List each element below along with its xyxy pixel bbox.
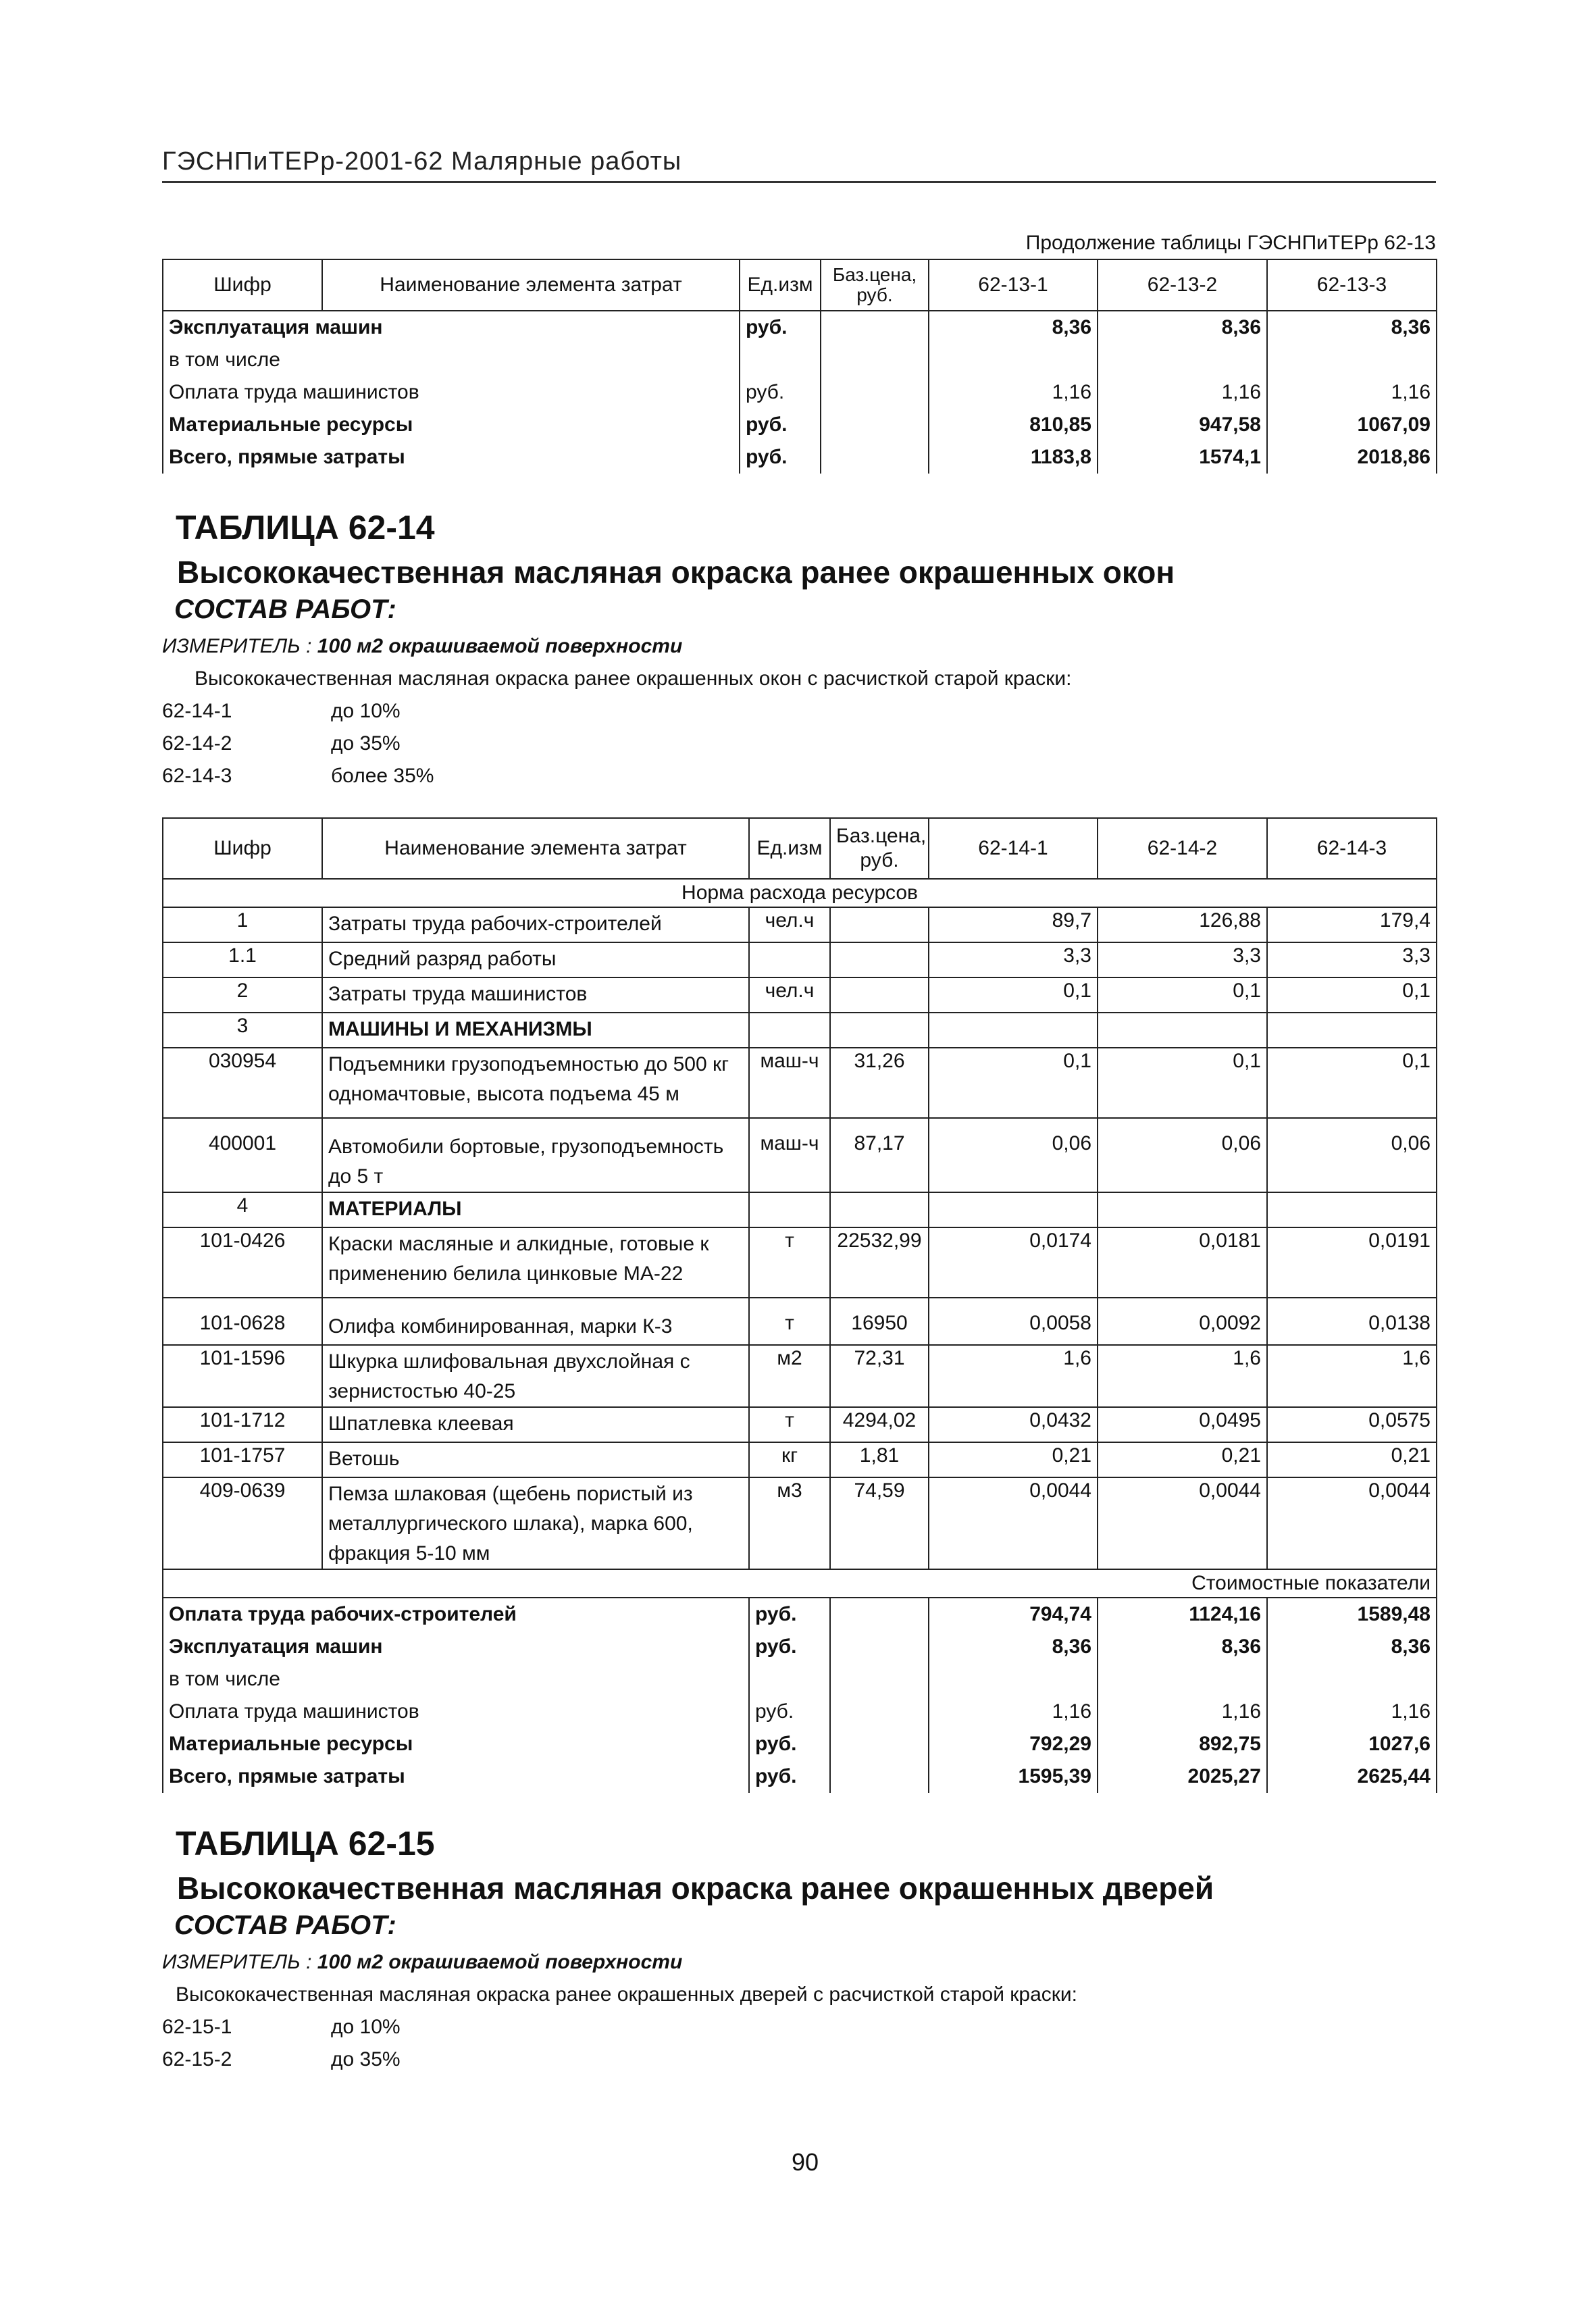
table-row xyxy=(163,1663,1437,1696)
col-header: 62-14-2 xyxy=(1098,818,1267,879)
table-62-15-heading: Высококачественная масляная окраска ранее окрашенных дверей xyxy=(177,1871,1214,1906)
value-cell: 0,1 xyxy=(929,1048,1098,1118)
cost-item-name: Эксплуатация машин xyxy=(163,1631,749,1663)
table-62-15-measure xyxy=(162,1951,682,1974)
resource-name: Шпатлевка клеевая xyxy=(322,1407,749,1442)
code-62-15-2 xyxy=(162,2048,401,2071)
value-cell: 2025,27 xyxy=(1098,1760,1267,1793)
unit-cell: чел.ч xyxy=(749,907,830,942)
col-header: 62-14-1 xyxy=(929,818,1098,879)
value-cell: 1,16 xyxy=(929,1696,1098,1728)
value-cell: 794,74 xyxy=(929,1598,1098,1631)
table-row xyxy=(163,1118,1437,1192)
table-62-14-sostav: СОСТАВ РАБОТ: xyxy=(174,594,396,624)
value-cell: 792,29 xyxy=(929,1728,1098,1760)
measure-label: ИЗМЕРИТЕЛЬ : xyxy=(162,635,312,657)
table-row xyxy=(163,942,1437,977)
price-cell: 1,81 xyxy=(830,1442,929,1477)
price-cell: 74,59 xyxy=(830,1477,929,1569)
code-cell: 030954 xyxy=(163,1048,322,1118)
resource-name: Ветошь xyxy=(322,1442,749,1477)
code-cell: 4 xyxy=(163,1192,322,1227)
value-cell xyxy=(1267,344,1437,376)
cost-item-name: Оплата труда машинистов xyxy=(163,376,740,409)
value-cell xyxy=(1098,344,1267,376)
price-cell xyxy=(830,1760,929,1793)
resource-name: Краски масляные и алкидные, готовые к применению белила цинковые МА-22 xyxy=(322,1227,749,1298)
value-cell: 0,1 xyxy=(929,977,1098,1013)
value-cell: 0,0044 xyxy=(929,1477,1098,1569)
measure-value: 100 м2 окрашиваемой поверхности xyxy=(317,635,683,657)
table-62-15-description: Высококачественная масляная окраска ранее окрашенных дверей с расчисткой старой краски: xyxy=(176,1983,1078,2006)
code-cell: 1 xyxy=(163,907,322,942)
value-cell: 0,1 xyxy=(1098,1048,1267,1118)
col-header: 62-14-3 xyxy=(1267,818,1437,879)
unit-cell: руб. xyxy=(749,1696,830,1728)
cost-caption-row xyxy=(163,1569,1437,1598)
resource-name: Пемза шлаковая (щебень пористый из металлургического шлака), марка 600, фракция 5-10 мм xyxy=(322,1477,749,1569)
unit-cell: м3 xyxy=(749,1477,830,1569)
value-cell: 3,3 xyxy=(1267,942,1437,977)
value-cell: 126,88 xyxy=(1098,907,1267,942)
value-cell: 1,16 xyxy=(1098,1696,1267,1728)
code-cell: 3 xyxy=(163,1013,322,1048)
value-cell xyxy=(1267,1663,1437,1696)
cost-caption: Стоимостные показатели xyxy=(163,1569,1437,1598)
code-id: 62-15-2 xyxy=(162,2048,232,2070)
code-cell: 101-1596 xyxy=(163,1345,322,1407)
value-cell: 0,0495 xyxy=(1098,1407,1267,1442)
value-cell: 0,0181 xyxy=(1098,1227,1267,1298)
unit-cell: руб. xyxy=(749,1598,830,1631)
table-62-14 xyxy=(162,817,1437,1793)
cost-item-name: в том числе xyxy=(163,1663,749,1696)
value-cell: 1,6 xyxy=(929,1345,1098,1407)
measure-label: ИЗМЕРИТЕЛЬ : xyxy=(162,1951,312,1973)
unit-cell: т xyxy=(749,1407,830,1442)
cost-item-name: в том числе xyxy=(163,344,740,376)
value-cell: 0,0191 xyxy=(1267,1227,1437,1298)
cost-item-name: Эксплуатация машин xyxy=(163,311,740,344)
table-row xyxy=(163,1407,1437,1442)
table-row xyxy=(163,1013,1437,1048)
value-cell: 0,0174 xyxy=(929,1227,1098,1298)
code-cell: 1.1 xyxy=(163,942,322,977)
price-cell xyxy=(830,907,929,942)
code-text: до 10% xyxy=(331,2016,401,2038)
code-id: 62-14-3 xyxy=(162,765,232,787)
resource-name: МАШИНЫ И МЕХАНИЗМЫ xyxy=(322,1013,749,1048)
resource-name: Шкурка шлифовальная двухслойная с зернистостью 40-25 xyxy=(322,1345,749,1407)
unit-cell: руб. xyxy=(740,409,821,441)
price-cell xyxy=(830,1192,929,1227)
table-62-14-description: Высококачественная масляная окраска ранее окрашенных окон с расчисткой старой краски: xyxy=(195,667,1072,690)
value-cell xyxy=(1098,1663,1267,1696)
table-row xyxy=(163,311,1437,344)
price-cell xyxy=(830,1598,929,1631)
table-row xyxy=(163,1631,1437,1663)
table-row xyxy=(163,376,1437,409)
value-cell xyxy=(929,1013,1098,1048)
unit-cell xyxy=(749,1663,830,1696)
value-cell: 8,36 xyxy=(929,311,1098,344)
value-cell: 89,7 xyxy=(929,907,1098,942)
value-cell: 0,0058 xyxy=(929,1298,1098,1345)
cost-item-name: Всего, прямые затраты xyxy=(163,1760,749,1793)
cont-table-62-13 xyxy=(162,259,1437,474)
col-header: Наименование элемента затрат xyxy=(322,259,740,311)
code-62-14-2 xyxy=(162,732,401,755)
value-cell: 0,0432 xyxy=(929,1407,1098,1442)
unit-cell xyxy=(749,942,830,977)
unit-cell: чел.ч xyxy=(749,977,830,1013)
value-cell: 1,16 xyxy=(929,376,1098,409)
measure-value: 100 м2 окрашиваемой поверхности xyxy=(317,1951,683,1973)
table-row xyxy=(163,1728,1437,1760)
table-62-14-title: ТАБЛИЦА 62-14 xyxy=(176,509,435,547)
value-cell: 8,36 xyxy=(1267,311,1437,344)
code-62-14-3 xyxy=(162,765,434,788)
value-cell xyxy=(929,1663,1098,1696)
value-cell xyxy=(1098,1013,1267,1048)
value-cell: 1,16 xyxy=(1098,376,1267,409)
price-cell xyxy=(830,977,929,1013)
value-cell: 0,21 xyxy=(1098,1442,1267,1477)
resource-name: Подъемники грузоподъемностью до 500 кг одномачтовые, высота подъема 45 м xyxy=(322,1048,749,1118)
resource-name: Средний разряд работы xyxy=(322,942,749,977)
table-62-14-header-row xyxy=(163,818,1437,879)
code-id: 62-14-2 xyxy=(162,732,232,755)
col-header: 62-13-2 xyxy=(1098,259,1267,311)
price-cell: 72,31 xyxy=(830,1345,929,1407)
table-row xyxy=(163,907,1437,942)
code-cell: 2 xyxy=(163,977,322,1013)
cost-item-name: Материальные ресурсы xyxy=(163,1728,749,1760)
code-cell: 400001 xyxy=(163,1118,322,1192)
unit-cell: т xyxy=(749,1227,830,1298)
unit-cell xyxy=(740,344,821,376)
continuation-caption: Продолжение таблицы ГЭСНПиТЕРр 62-13 xyxy=(1025,232,1436,254)
price-cell xyxy=(830,1013,929,1048)
price-cell: 16950 xyxy=(830,1298,929,1345)
table-row xyxy=(163,1048,1437,1118)
table-62-15-sostav: СОСТАВ РАБОТ: xyxy=(174,1910,396,1940)
col-header: Шифр xyxy=(163,818,322,879)
value-cell xyxy=(1267,1192,1437,1227)
cost-item-name: Оплата труда рабочих-строителей xyxy=(163,1598,749,1631)
value-cell: 2018,86 xyxy=(1267,441,1437,474)
code-text: более 35% xyxy=(331,765,434,787)
value-cell: 0,0044 xyxy=(1267,1477,1437,1569)
value-cell: 1589,48 xyxy=(1267,1598,1437,1631)
price-cell: 87,17 xyxy=(830,1118,929,1192)
value-cell: 8,36 xyxy=(1267,1631,1437,1663)
value-cell: 3,3 xyxy=(1098,942,1267,977)
table-row xyxy=(163,977,1437,1013)
unit-cell: маш-ч xyxy=(749,1118,830,1192)
price-cell xyxy=(830,1696,929,1728)
value-cell: 0,06 xyxy=(1267,1118,1437,1192)
value-cell: 1574,1 xyxy=(1098,441,1267,474)
col-header: Наименование элемента затрат xyxy=(322,818,749,879)
value-cell xyxy=(1267,1013,1437,1048)
price-cell xyxy=(821,441,929,474)
value-cell: 1,16 xyxy=(1267,376,1437,409)
resource-name: Затраты труда рабочих-строителей xyxy=(322,907,749,942)
col-header: 62-13-3 xyxy=(1267,259,1437,311)
cost-item-name: Материальные ресурсы xyxy=(163,409,740,441)
code-cell: 101-0426 xyxy=(163,1227,322,1298)
norm-caption-row xyxy=(163,879,1437,907)
unit-cell: маш-ч xyxy=(749,1048,830,1118)
table-62-15-title: ТАБЛИЦА 62-15 xyxy=(176,1825,435,1862)
table-row xyxy=(163,1696,1437,1728)
col-header: Баз.цена, руб. xyxy=(830,818,929,879)
value-cell: 0,1 xyxy=(1267,977,1437,1013)
code-text: до 10% xyxy=(331,700,401,722)
code-cell: 409-0639 xyxy=(163,1477,322,1569)
code-cell: 101-1757 xyxy=(163,1442,322,1477)
col-header: Баз.цена, руб. xyxy=(821,259,929,311)
price-cell: 4294,02 xyxy=(830,1407,929,1442)
resource-name: Затраты труда машинистов xyxy=(322,977,749,1013)
value-cell xyxy=(929,344,1098,376)
value-cell: 3,3 xyxy=(929,942,1098,977)
unit-cell: руб. xyxy=(740,376,821,409)
code-text: до 35% xyxy=(331,2048,401,2070)
table-row xyxy=(163,1298,1437,1345)
code-62-15-1 xyxy=(162,2016,401,2039)
value-cell xyxy=(1098,1192,1267,1227)
value-cell: 0,06 xyxy=(1098,1118,1267,1192)
code-62-14-1 xyxy=(162,700,401,723)
value-cell: 0,0138 xyxy=(1267,1298,1437,1345)
unit-cell xyxy=(749,1013,830,1048)
table-row xyxy=(163,1345,1437,1407)
value-cell: 1595,39 xyxy=(929,1760,1098,1793)
price-cell xyxy=(821,376,929,409)
value-cell: 2625,44 xyxy=(1267,1760,1437,1793)
running-header: ГЭСНПиТЕРр-2001-62 Малярные работы xyxy=(162,147,682,176)
unit-cell xyxy=(749,1192,830,1227)
unit-cell: руб. xyxy=(749,1728,830,1760)
value-cell: 1067,09 xyxy=(1267,409,1437,441)
table-row xyxy=(163,441,1437,474)
header-rule xyxy=(162,181,1436,183)
resource-name: Автомобили бортовые, грузоподъемность до 5 т xyxy=(322,1118,749,1192)
norm-caption: Норма расхода ресурсов xyxy=(163,879,1437,907)
table-row xyxy=(163,1192,1437,1227)
table-row xyxy=(163,1227,1437,1298)
cont-header-row xyxy=(163,259,1437,311)
cost-item-name: Оплата труда машинистов xyxy=(163,1696,749,1728)
value-cell: 0,1 xyxy=(1267,1048,1437,1118)
table-62-14-heading: Высококачественная масляная окраска ранее окрашенных окон xyxy=(177,555,1175,590)
price-cell xyxy=(830,1728,929,1760)
unit-cell: руб. xyxy=(740,441,821,474)
unit-cell: руб. xyxy=(740,311,821,344)
value-cell: 8,36 xyxy=(1098,1631,1267,1663)
col-header: 62-13-1 xyxy=(929,259,1098,311)
table-row xyxy=(163,1477,1437,1569)
price-cell xyxy=(821,344,929,376)
value-cell: 0,21 xyxy=(1267,1442,1437,1477)
table-row xyxy=(163,1760,1437,1793)
cost-item-name: Всего, прямые затраты xyxy=(163,441,740,474)
price-cell xyxy=(821,311,929,344)
table-row xyxy=(163,1598,1437,1631)
code-cell: 101-1712 xyxy=(163,1407,322,1442)
price-cell: 31,26 xyxy=(830,1048,929,1118)
code-text: до 35% xyxy=(331,732,401,755)
value-cell xyxy=(929,1192,1098,1227)
price-cell xyxy=(830,1663,929,1696)
unit-cell: руб. xyxy=(749,1760,830,1793)
unit-cell: м2 xyxy=(749,1345,830,1407)
col-header: Ед.изм xyxy=(740,259,821,311)
page-number: 90 xyxy=(791,2148,819,2176)
unit-cell: руб. xyxy=(749,1631,830,1663)
col-header: Ед.изм xyxy=(749,818,830,879)
value-cell: 0,0044 xyxy=(1098,1477,1267,1569)
value-cell: 0,06 xyxy=(929,1118,1098,1192)
value-cell: 947,58 xyxy=(1098,409,1267,441)
unit-cell: т xyxy=(749,1298,830,1345)
price-cell xyxy=(830,942,929,977)
value-cell: 1124,16 xyxy=(1098,1598,1267,1631)
code-id: 62-15-1 xyxy=(162,2016,232,2038)
col-header: Шифр xyxy=(163,259,322,311)
value-cell: 179,4 xyxy=(1267,907,1437,942)
value-cell: 892,75 xyxy=(1098,1728,1267,1760)
value-cell: 1,16 xyxy=(1267,1696,1437,1728)
value-cell: 0,0575 xyxy=(1267,1407,1437,1442)
table-62-14-measure xyxy=(162,635,682,658)
value-cell: 810,85 xyxy=(929,409,1098,441)
value-cell: 0,0092 xyxy=(1098,1298,1267,1345)
resource-name: Олифа комбинированная, марки К-3 xyxy=(322,1298,749,1345)
value-cell: 1,6 xyxy=(1098,1345,1267,1407)
price-cell xyxy=(830,1631,929,1663)
table-row xyxy=(163,1442,1437,1477)
value-cell: 0,1 xyxy=(1098,977,1267,1013)
value-cell: 1183,8 xyxy=(929,441,1098,474)
price-cell xyxy=(821,409,929,441)
value-cell: 8,36 xyxy=(1098,311,1267,344)
table-row xyxy=(163,344,1437,376)
code-id: 62-14-1 xyxy=(162,700,232,722)
unit-cell: кг xyxy=(749,1442,830,1477)
table-row xyxy=(163,409,1437,441)
value-cell: 0,21 xyxy=(929,1442,1098,1477)
price-cell: 22532,99 xyxy=(830,1227,929,1298)
value-cell: 1,6 xyxy=(1267,1345,1437,1407)
value-cell: 8,36 xyxy=(929,1631,1098,1663)
value-cell: 1027,6 xyxy=(1267,1728,1437,1760)
resource-name: МАТЕРИАЛЫ xyxy=(322,1192,749,1227)
code-cell: 101-0628 xyxy=(163,1298,322,1345)
